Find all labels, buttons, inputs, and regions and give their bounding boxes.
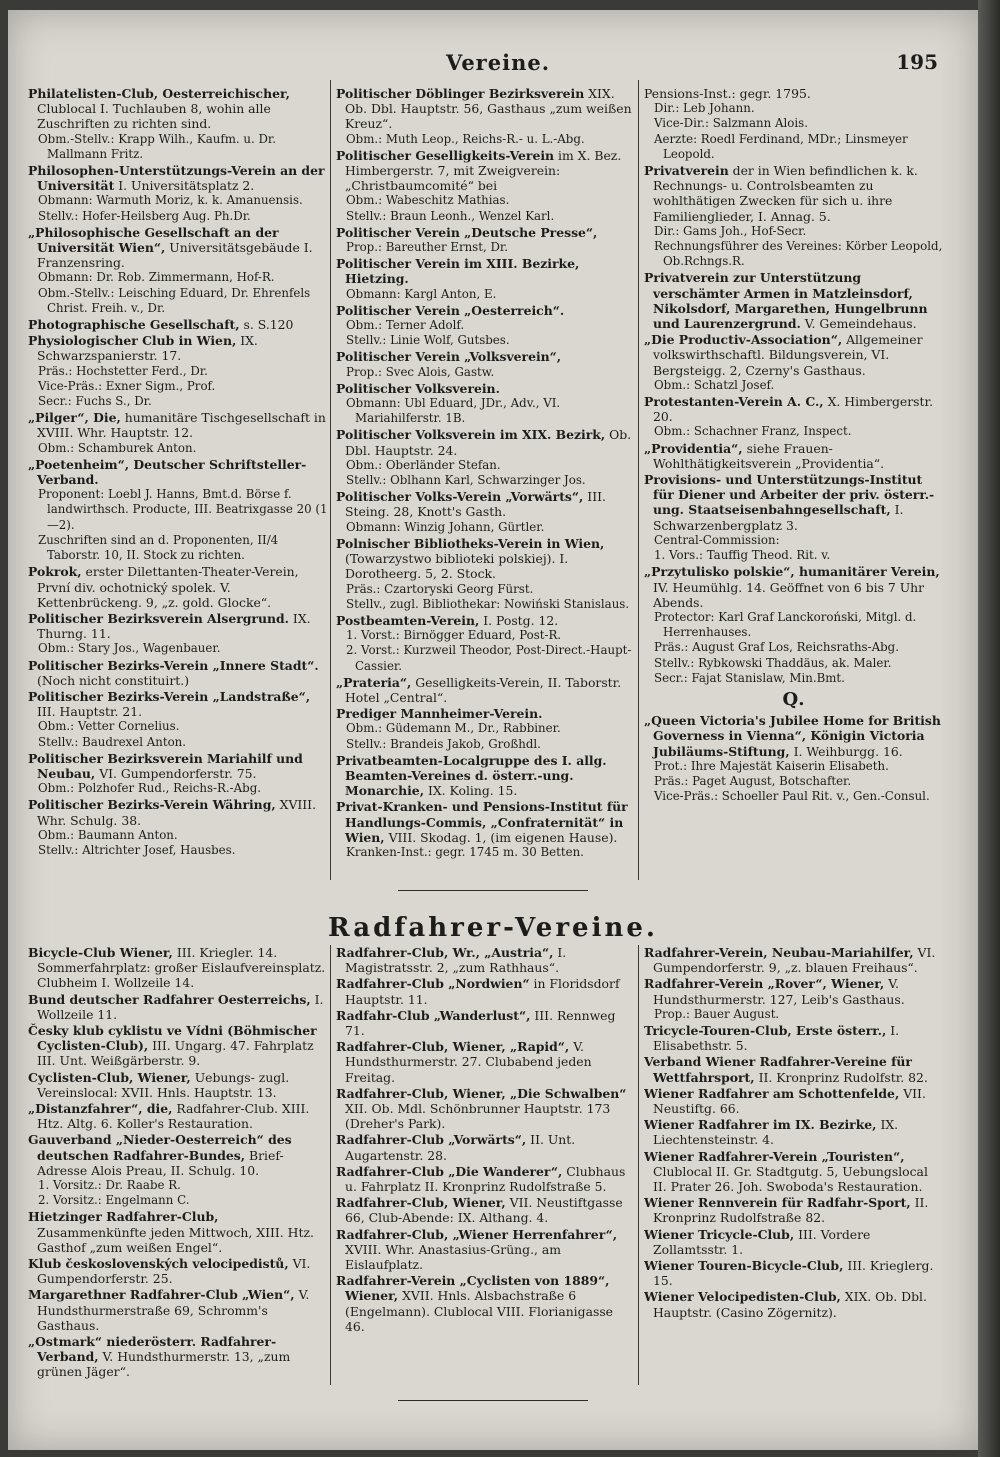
entry-name: Politischer Bezirksverein Alsergrund. (28, 610, 289, 626)
directory-entry (336, 86, 636, 147)
entry-name: Wiener Rennverein für Radfahr-Sport, (644, 1195, 911, 1211)
directory-entry (28, 410, 328, 456)
entry-name: Politischer Verein „Volksverein“, (336, 349, 562, 365)
entry-name: Politischer Geselligkeits-Verein (336, 147, 555, 163)
directory-entry (644, 1117, 944, 1147)
directory-entry (28, 658, 328, 688)
directory-entry (28, 611, 328, 657)
directory-entry (28, 1070, 328, 1100)
entry-detail: Obmann: Kargl Anton, E. (346, 286, 497, 301)
directory-entry (644, 86, 944, 162)
directory-entry (336, 706, 636, 752)
book-page (8, 10, 978, 1450)
entry-address: Radfahrer-Club. XIII. Htz. Altg. 6. Koller's Restauration. (37, 1101, 310, 1132)
column-rule-1 (330, 80, 331, 880)
entry-address: III. Kriegler. 14. Sommerfahrplatz: großer Eislaufvereinsplatz. Clubheim I. Wollzeile 14. (37, 945, 326, 991)
entry-name: Politischer Volksverein. (336, 380, 500, 396)
entry-address: in Floridsdorf Hauptstr. 11. (345, 976, 620, 1007)
entry-name: Bicycle-Club Wiener, (28, 945, 173, 960)
directory-entry (336, 1273, 636, 1334)
entry-detail: Obm.: Güdemann M., Dr., Rabbiner. (346, 721, 561, 736)
entry-name: Postbeamten-Verein, (336, 612, 480, 628)
entry-name: Polnischer Bibliotheks-Verein in Wien, (336, 535, 605, 551)
directory-entry (336, 1008, 636, 1038)
directory-entry (336, 536, 636, 612)
entry-name: Klub československých velocipedistů, (28, 1256, 289, 1272)
directory-entry (336, 256, 636, 302)
entry-detail: Prot.: Ihre Majestät Kaiserin Elisabeth. (654, 758, 889, 773)
entry-address: XVIII. Whr. Schulg. 38. (37, 797, 317, 828)
directory-entry (336, 225, 636, 255)
entry-detail: 1. Vorst.: Birnögger Eduard, Post-R. (346, 628, 562, 643)
section-separator (398, 890, 588, 891)
directory-entry (336, 349, 636, 379)
column-rule-3 (330, 945, 331, 1385)
column-2 (336, 86, 636, 881)
directory-entry (336, 976, 636, 1006)
entry-address: Geselligkeits-Verein, II. Taborstr. Hotel „Central“. (345, 674, 622, 705)
entry-detail: Vice-Dir.: Salzmann Alois. (654, 116, 808, 131)
section-title: Vereine. (445, 50, 551, 75)
entry-address: III. Ungarg. 47. Fahrplatz III. Unt. Weißgärberstr. 9. (37, 1038, 314, 1069)
entry-address: VII. Neustiftgasse 66, Club-Abende: IX. Althang. 4. (345, 1195, 623, 1226)
directory-entry (28, 457, 328, 563)
running-head (8, 50, 978, 80)
entry-detail: Obm.: Baumann Anton. (38, 827, 178, 842)
directory-entry (28, 86, 328, 162)
entry-detail: Obm.-Stellv.: Leisching Eduard, Dr. Ehrenfels Christ. Freih. v., Dr. (38, 285, 311, 315)
entry-name: „Die Productiv-Association“, (644, 332, 843, 348)
entry-detail: Obm.: Wabeschitz Mathias. (346, 193, 510, 208)
radfahrer-column-1 (28, 945, 328, 1385)
directory-entry (28, 1334, 328, 1380)
entry-name: Protestanten-Verein A. C., (644, 394, 824, 410)
entry-address: III. Rennweg 71. (345, 1007, 616, 1039)
entry-address: Zusammenkünfte jeden Mittwoch, XIII. Htz. Gasthof „zum weißen Engel“. (37, 1224, 314, 1255)
entry-detail: Prop.: Bauer August. (654, 1006, 780, 1021)
entry-detail: Obm.: Muth Leop., Reichs-R.- u. L.-Abg. (346, 131, 585, 146)
page-edge-shadow (978, 0, 1000, 1457)
directory-entry (28, 1101, 328, 1131)
entry-name: Hietzinger Radfahrer-Club, (28, 1209, 219, 1225)
directory-entry (644, 1086, 944, 1116)
entry-detail: Stellv.: Baudrexel Anton. (38, 734, 187, 749)
entry-address: V. Hundsthurmerstr. 27. Clubabend jeden Freitag. (345, 1039, 592, 1085)
directory-entry (644, 1023, 944, 1053)
directory-entry (644, 441, 944, 471)
entry-name: Politischer Volks-Verein „Vorwärts“, (336, 489, 584, 505)
entry-address: VIII. Skodag. 1, (im eigenen Hause). (388, 829, 618, 845)
entry-name: Radfahrer-Club, Wr., „Austria“, (336, 945, 554, 960)
directory-entry (28, 689, 328, 750)
entry-detail: Zuschriften sind an d. Proponenten, II/4 Taborstr. 10, II. Stock zu richten. (38, 532, 279, 563)
directory-entry (336, 945, 636, 975)
entry-detail: Stellv.: Rybkowski Thaddäus, ak. Maler. (654, 655, 892, 670)
entry-address: s. S.120 (243, 317, 294, 333)
entry-detail: Präs.: Paget August, Botschafter. (654, 773, 852, 788)
directory-entry (28, 945, 328, 991)
entry-detail: 1. Vors.: Tauffig Theod. Rit. v. (654, 548, 831, 563)
directory-entry (28, 1132, 328, 1208)
directory-entry (28, 225, 328, 316)
entry-address: V. Hundsthurmerstr. 13, „zum grünen Jäger“. (37, 1349, 291, 1380)
entry-address: I. Schwarzenbergplatz 3. (653, 502, 904, 533)
entry-name: Politischer Volksverein im XIX. Bezirk, (336, 427, 606, 443)
directory-entry (336, 1195, 636, 1225)
entry-name: „Prateria“, (336, 674, 412, 690)
entry-name: Verband Wiener Radfahrer-Vereine für Wettfahrsport, (644, 1054, 912, 1085)
directory-entry (336, 148, 636, 224)
entry-address: V. Gemeindehaus. (804, 316, 917, 332)
page-number: 195 (896, 50, 938, 74)
entry-name: „Providentia“, (644, 440, 743, 456)
entry-name: Politischer Bezirks-Verein Währing, (28, 797, 276, 813)
entry-name: Wiener Radfahrer am Schottenfelde, (644, 1085, 900, 1101)
entry-address: Clublocal II. Gr. Stadtgutg. 5, Uebungslocal II. Prater 26. Joh. Swoboda's Restauration. (653, 1163, 928, 1195)
directory-entry (336, 675, 636, 705)
entry-address: III. Vordere Zollamtsstr. 1. (653, 1226, 871, 1257)
entry-name: „Philosophische Gesellschaft an der Universität Wien“, (28, 224, 279, 256)
entry-name: Wiener Tricycle-Club, (644, 1226, 795, 1242)
entry-name: Radfahrer-Club „Nordwien“ (336, 976, 530, 992)
directory-entry (28, 1287, 328, 1333)
entry-address: VI. Gumpendorferstr. 25. (37, 1256, 311, 1287)
entry-name: Radfahrer-Verein „Rover“, Wiener, (644, 976, 885, 992)
entry-detail: 2. Vorst.: Kurzweil Theodor, Post-Direct.-Haupt-Cassier. (346, 643, 632, 673)
entry-detail: 1. Vorsitz.: Dr. Raabe R. (38, 1178, 181, 1193)
entry-address: IX. Thurng. 11. (37, 610, 311, 642)
entry-detail: Rechnungsführer des Vereines: Körber Leopold, Ob.Rchngs.R. (654, 239, 943, 269)
radfahrer-column-2 (336, 945, 636, 1385)
entry-address: Universitätsgebäude I. Franzensring. (37, 240, 313, 271)
entry-name: Politischer Verein „Deutsche Presse“, (336, 224, 598, 240)
entry-address: XVII. Hnls. Alsbachstraße 6 (Engelmann). Clublocal VIII. Florianigasse 46. (345, 1288, 614, 1334)
entry-address: Ob. Dbl. Hauptstr. 24. (345, 427, 632, 458)
entry-address: V. Hundsthurmerstr. 127, Leib's Gasthaus. (653, 976, 905, 1007)
entry-detail: Stellv.: Braun Leonh., Wenzel Karl. (346, 208, 555, 223)
entry-detail: Obmann: Ubl Eduard, JDr., Adv., VI. Mariahilferstr. 1B. (346, 396, 561, 426)
entry-address: I. Postg. 12. (483, 612, 559, 628)
entry-name: Cyclisten-Club, Wiener, (28, 1069, 191, 1085)
entry-name: Radfahrer-Club, Wiener, (336, 1195, 506, 1211)
entry-detail: Obm.-Stellv.: Krapp Wilh., Kaufm. u. Dr. Mallmann Fritz. (38, 131, 277, 161)
directory-entry (28, 317, 328, 332)
entry-address: (Towarzystwo biblioteki polskiej). I. Dorotheerg. 5, 2. Stock. (345, 551, 569, 582)
entry-detail: Präs.: Hochstetter Ferd., Dr. (38, 363, 208, 378)
entry-name: Pokrok, (28, 564, 82, 580)
directory-entry (644, 1195, 944, 1225)
radfahrer-section-title: Radfahrer-Vereine. (328, 913, 658, 943)
entry-name: Wiener Touren-Bicycle-Club, (644, 1258, 844, 1274)
entry-name: Privatverein (644, 163, 729, 179)
entry-detail: Stellv.: Linie Wolf, Gutsbes. (346, 333, 510, 348)
entry-name: Radfahrer-Club, „Wiener Herrenfahrer“, (336, 1226, 618, 1242)
entry-address: Allgemeiner volkswirthschaftl. Bildungsverein, VI. Bergsteigg. 2, Czerny's Gasthaus. (653, 332, 923, 378)
directory-entry (644, 976, 944, 1022)
entry-address: humanitäre Tischgesellschaft in XVIII. Whr. Hauptstr. 12. (37, 410, 326, 441)
entry-address: II. Kronprinz Rudolfstraße 82. (653, 1195, 929, 1226)
entry-detail: Stellv.: Hofer-Heilsberg Aug. Ph.Dr. (38, 208, 251, 223)
entry-name: Philatelisten-Club, Oesterreichischer, (28, 86, 290, 101)
entry-name: Wiener Velocipedisten-Club, (644, 1289, 841, 1305)
column-rule-4 (638, 945, 639, 1385)
directory-entry (644, 564, 944, 686)
directory-entry (336, 427, 636, 488)
entry-address: Clublocal I. Tuchlauben 8, wohin alle Zuschriften zu richten sind. (37, 101, 271, 132)
entry-name: „Przytulisko polskie“, humanitärer Verein, (644, 564, 940, 580)
entry-address: VI. Gumpendorferstr. 75. (99, 765, 257, 781)
directory-entry (336, 799, 636, 860)
directory-entry (28, 564, 328, 610)
entry-address: III. Steing. 28, Knott's Gasth. (345, 489, 606, 520)
entry-address: erster Dilettanten-Theater-Verein, První div. ochotnický spolek. V. Kettenbrückeng. 9, „z. gold. Glocke“. (37, 564, 299, 610)
entry-name: Margarethner Radfahrer-Club „Wien“, (28, 1287, 295, 1303)
entry-address: IX. Koling. 15. (427, 783, 518, 799)
directory-entry (644, 1227, 944, 1257)
directory-entry (644, 472, 944, 563)
entry-name: Wiener Radfahrer-Verein „Touristen“, (644, 1148, 905, 1164)
directory-entry (28, 797, 328, 858)
entry-detail: Stellv.: Oblhann Karl, Schwarzinger Jos. (346, 473, 586, 488)
entry-detail: Prop.: Svec Alois, Gastw. (346, 364, 495, 379)
entry-detail: Stellv., zugl. Bibliothekar: Nowiński Stanislaus. (346, 596, 630, 611)
entry-address: I. Magistratsstr. 2, „zum Rathhaus“. (345, 945, 567, 976)
entry-address: I. Elisabethstr. 5. (653, 1023, 900, 1054)
entry-detail: Obm.: Schachner Franz, Inspect. (654, 424, 852, 439)
entry-name: Politischer Bezirks-Verein „Landstraße“, (28, 688, 311, 704)
entry-detail: Obmann: Dr. Rob. Zimmermann, Hof-R. (38, 270, 275, 285)
entry-detail: Obm.: Schatzl Josef. (654, 377, 775, 392)
entry-name: Radfahrer-Club, Wiener, „Rapid“, (336, 1039, 570, 1055)
entry-name: „Pilger“, Die, (28, 410, 121, 426)
entry-detail: Stellv.: Altrichter Josef, Hausbes. (38, 842, 236, 857)
directory-entry (644, 332, 944, 393)
entry-name: Radfahrer-Verein „Cyclisten von 1889“, Wiener, (336, 1273, 610, 1304)
entry-name: Radfahrer-Club „Die Wanderer“, (336, 1163, 563, 1179)
entry-name: Wiener Radfahrer im IX. Bezirke, (644, 1117, 877, 1133)
entry-detail: Vice-Präs.: Exner Sigm., Prof. (38, 378, 216, 393)
directory-entry (28, 992, 328, 1022)
directory-entry (336, 613, 636, 674)
entry-detail: Prop.: Bareuther Ernst, Dr. (346, 240, 509, 255)
directory-entry (336, 1132, 636, 1162)
entry-detail: Obm.: Schamburek Anton. (38, 440, 197, 455)
entry-detail: Protector: Karl Graf Lanckoroński, Mitgl. d. Herrenhauses. (654, 609, 917, 640)
entry-address: Pensions-Inst.: gegr. 1795. (644, 86, 811, 101)
entry-name: Privatverein zur Unterstützung verschämter Armen in Matzleinsdorf, Nikolsdorf, Margarethen, Hungelbrunn und Laurenzergrund. (644, 270, 928, 332)
entry-address: II. Kronprinz Rudolfstr. 82. (758, 1069, 928, 1085)
entry-address: Brief-Adresse Alois Preau, II. Schulg. 10. (37, 1147, 284, 1178)
directory-entry (644, 1258, 944, 1288)
entry-address: XII. Ob. Mdl. Schönbrunner Hauptstr. 173 (Dreher's Park). (345, 1101, 611, 1132)
entry-address: IV. Heumühlg. 14. Geöffnet von 6 bis 7 Uhr Abends. (653, 579, 925, 610)
entry-name: Photographische Gesellschaft, (28, 317, 240, 333)
column-3 (644, 86, 944, 881)
directory-entry (336, 381, 636, 427)
entry-name: „Queen Victoria's Jubilee Home for British Governess in Vienna“, Königin Victoria Jubiläums-Stiftung, (644, 713, 941, 759)
column-rule-2 (638, 80, 639, 880)
directory-entry (336, 1164, 636, 1194)
entry-detail: Obmann: Winzig Johann, Gürtler. (346, 519, 545, 534)
directory-entry (28, 751, 328, 797)
entry-name: Politischer Verein „Oesterreich“. (336, 302, 565, 318)
entry-detail: Dir.: Gams Joh., Hof-Secr. (654, 223, 807, 238)
directory-entry (336, 1227, 636, 1273)
directory-entry (644, 945, 944, 975)
entry-detail: Präs.: August Graf Los, Reichsraths-Abg. (654, 640, 899, 655)
bottom-separator (398, 1400, 588, 1401)
entry-detail: Aerzte: Roedl Ferdinand, MDr.; Linsmeyer Leopold. (654, 131, 908, 161)
entry-address: I. Weihburgg. 16. (793, 743, 903, 759)
entry-name: „Distanzfahrer“, die, (28, 1101, 173, 1117)
entry-address: IX. Liechtensteinstr. 4. (653, 1117, 899, 1148)
entry-name: Privat-Kranken- und Pensions-Institut für Handlungs-Commis, „Confraternität“ in Wien, (336, 799, 628, 845)
entry-address: siehe Frauen-Wohlthätigkeitsverein „Providentia“. (653, 440, 885, 471)
directory-entry (644, 1289, 944, 1319)
directory-entry (644, 1149, 944, 1195)
entry-address: XIX. Ob. Dbl. Hauptstr. (Casino Zögernitz). (653, 1289, 927, 1320)
entry-detail: Central-Commission: (654, 532, 780, 547)
entry-detail: Dir.: Leb Johann. (654, 101, 755, 116)
entry-address: II. Unt. Augartenstr. 28. (345, 1132, 576, 1163)
entry-detail: Kranken-Inst.: gegr. 1745 m. 30 Betten. (346, 844, 584, 859)
directory-entry (336, 303, 636, 349)
directory-entry (644, 1054, 944, 1084)
entry-address: I. Wollzeile 11. (37, 991, 324, 1022)
entry-detail: Präs.: Czartoryski Georg Fürst. (346, 581, 534, 596)
entry-name: Provisions- und Unterstützungs-Institut für Diener und Arbeiter der priv. österr.-ung. Staatseisenbahngesellschaft, (644, 472, 935, 518)
entry-address: XIX. Ob. Dbl. Hauptstr. 56, Gasthaus „zum weißen Kreuz“. (345, 86, 632, 132)
entry-address: Clubhaus u. Fahrplatz II. Kronprinz Rudolfstraße 5. (345, 1163, 626, 1195)
directory-entry (336, 489, 636, 535)
entry-detail: Obm.: Oberländer Stefan. (346, 457, 501, 472)
directory-entry (28, 163, 328, 224)
entry-name: Politischer Bezirks-Verein „Innere Stadt“. (28, 657, 319, 673)
entry-detail: Proponent: Loebl J. Hanns, Bmt.d. Börse f. landwirthsch. Producte, III. Beatrixgasse 20 (1—2). (38, 487, 328, 532)
directory-entry (336, 753, 636, 799)
letter-section-heading: Q. (782, 688, 806, 710)
entry-address: der in Wien befindlichen k. k. Rechnungs- u. Controlsbeamten zu wohlthätigen Zwecken für sich u. ihre Familienglieder, I. Annag. 5. (653, 163, 918, 224)
entry-address: VII. Neustiftg. 66. (653, 1085, 926, 1117)
entry-address: XVIII. Whr. Anastasius-Grüng., am Eislaufplatz. (345, 1241, 562, 1273)
directory-entry (644, 163, 944, 269)
entry-name: Radfahrer-Club, Wiener, „Die Schwalben“ (336, 1085, 627, 1101)
directory-entry (336, 1086, 636, 1132)
entry-name: Politischer Bezirksverein Mariahilf und Neubau, (28, 750, 303, 781)
directory-entry (644, 713, 944, 804)
entry-detail: Secr.: Fuchs S., Dr. (38, 394, 152, 409)
entry-name: Physiologischer Club in Wien, (28, 333, 237, 349)
entry-address: (Noch nicht constituirt.) (37, 672, 190, 688)
directory-entry (28, 1209, 328, 1255)
column-1 (28, 86, 328, 881)
entry-name: Radfahrer-Club „Vorwärts“, (336, 1132, 527, 1148)
entry-detail: Obm.: Vetter Cornelius. (38, 719, 180, 734)
entry-address: III. Hauptstr. 21. (37, 704, 143, 720)
entry-name: Radfahrer-Verein, Neubau-Mariahilfer, (644, 945, 914, 960)
entry-name: Philosophen-Unterstützungs-Verein an der Universität (28, 163, 325, 194)
entry-address: I. Universitätsplatz 2. (118, 178, 255, 194)
entry-address: X. Himbergerstr. 20. (653, 394, 934, 425)
entry-address: III. Krieglerg. 15. (653, 1258, 934, 1289)
entry-name: Gauverband „Nieder-Oesterreich“ des deutschen Radfahrer-Bundes, (28, 1132, 292, 1163)
entry-address: IX. Schwarzspanierstr. 17. (37, 333, 258, 364)
entry-address: VI. Gumpendorferstr. 9, „z. blauen Freihaus“. (653, 945, 936, 976)
entry-name: Politischer Döblinger Bezirksverein (336, 86, 585, 101)
entry-detail: 2. Vorsitz.: Engelmann C. (38, 1193, 190, 1208)
directory-entry (336, 1039, 636, 1085)
entry-name: „Poetenheim“, Deutscher Schriftsteller-Verband. (28, 456, 307, 488)
radfahrer-column-3 (644, 945, 944, 1385)
directory-entry (644, 270, 944, 331)
entry-address: Uebungs- zugl. Vereinslocal: XVII. Hnls. Hauptstr. 13. (37, 1069, 290, 1100)
entry-detail: Secr.: Fajat Stanislaw, Min.Bmt. (654, 670, 845, 685)
entry-name: Bund deutscher Radfahrer Oesterreichs, (28, 991, 311, 1007)
entry-detail: Stellv.: Brandeis Jakob, Großhdl. (346, 736, 541, 751)
directory-entry (28, 1023, 328, 1069)
entry-detail: Vice-Präs.: Schoeller Paul Rit. v., Gen.-Consul. (654, 789, 930, 804)
entry-detail: Obm.: Terner Adolf. (346, 318, 465, 333)
entry-name: Česky klub cyklistu ve Vídni (Böhmischer Cyclisten-Club), (28, 1023, 317, 1054)
directory-entry (28, 1256, 328, 1286)
entry-address: im X. Bez. Himbergerstr. 7, mit Zweigverein: „Christbaumcomité“ bei (345, 147, 622, 194)
entry-name: Prediger Mannheimer-Verein. (336, 706, 543, 722)
entry-name: Politischer Verein im XIII. Bezirke, Hietzing. (336, 256, 580, 287)
entry-name: Tricycle-Touren-Club, Erste österr., (644, 1023, 887, 1039)
entry-name: Radfahr-Club „Wanderlust“, (336, 1007, 531, 1023)
entry-address: V. Hundsthurmerstraße 69, Schromm's Gasthaus. (37, 1287, 310, 1333)
entry-detail: Obm.: Stary Jos., Wagenbauer. (38, 641, 221, 656)
entry-name: Privatbeamten-Localgruppe des I. allg. Beamten-Vereines d. österr.-ung. Monarchie, (336, 752, 607, 799)
directory-entry (28, 333, 328, 409)
entry-detail: Obmann: Warmuth Moriz, k. k. Amanuensis. (38, 193, 303, 208)
entry-detail: Obm.: Polzhofer Rud., Reichs-R.-Abg. (38, 781, 262, 796)
entry-name: „Ostmark“ niederösterr. Radfahrer-Verband, (28, 1334, 277, 1365)
directory-entry (644, 394, 944, 440)
